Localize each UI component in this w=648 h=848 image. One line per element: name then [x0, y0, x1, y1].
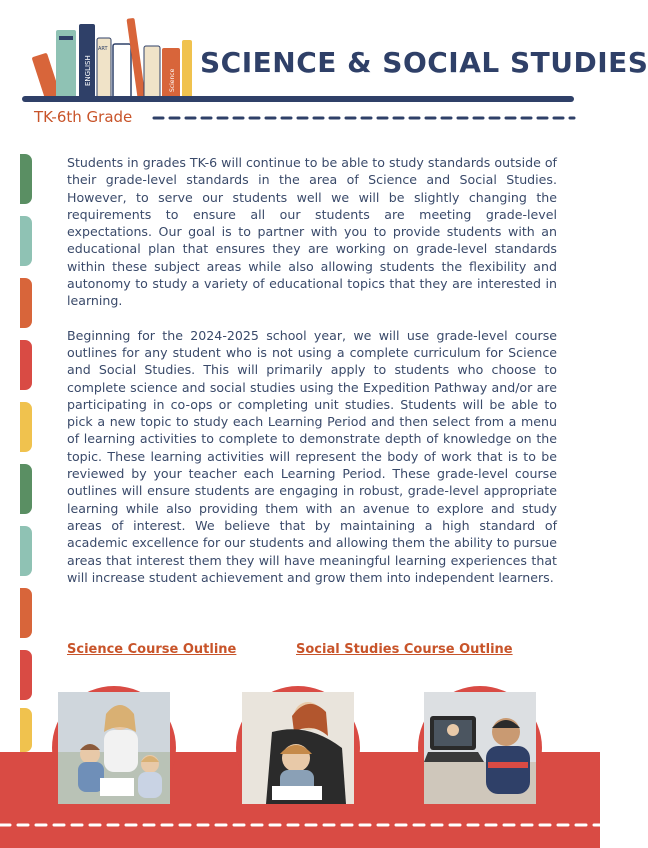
- science-course-outline-link[interactable]: Science Course Outline: [67, 642, 237, 657]
- details-paragraph: Beginning for the 2024-2025 school year, we will use grade-level course outlines for any student who is not using a complete curriculum for Science and Social Studies. This will primarily apply to students who choose to complete science and social studies using the Expedition Pathway and/or are participating in co-ops or completing unit studies. Students will be able to pick a new topic to study each Learning Period and then select from a menu of learning activities to complete to demonstrate depth of knowledge on the topic. These learning activities will represent the body of work that is to be reviewed by your teacher each Learning Period. These grade-level course outlines will ensure students are engaging in robust, grade-level appropriate learning while also providing them with an avenue to explore and study areas of interest. We believe that by maintaining a high standard of academic excellence for our students and allowing them the ability to pursue areas that interest them they will have meaningful learning experiences that will increase student achievement and grow them into independent learners.: [67, 327, 557, 585]
- book-spine-english: ENGLISH: [84, 55, 92, 86]
- grade-label: TK-6th Grade: [34, 108, 133, 126]
- side-tab-yellow: [20, 402, 32, 452]
- shelf-divider: [22, 96, 574, 102]
- dashed-divider: [154, 116, 574, 120]
- footer-dashed-line: [0, 822, 600, 828]
- side-tab-green: [20, 464, 32, 514]
- side-tab-yellow: [20, 708, 32, 752]
- social-studies-course-outline-link[interactable]: Social Studies Course Outline: [296, 642, 513, 657]
- side-tab-teal: [20, 216, 32, 266]
- book-spine-science: Science: [169, 68, 176, 92]
- side-tab-red: [20, 650, 32, 700]
- photo-teacher-with-students: [52, 686, 176, 810]
- intro-paragraph: Students in grades TK-6 will continue to be able to study standards outside of their grade-level standards in the area of Science and Social Studies. However, to serve our students well we will be slightly changing the requirements to ensure all our students are meeting grade-level expectations. Our goal is to partner with you to provide students with an educational plan that ensures they are working on grade-level standards within these subject areas while also allowing students the flexibility and autonomy to study a variety of educational topics that they are interested in learning.: [67, 155, 557, 309]
- side-tab-teal: [20, 526, 32, 576]
- side-tab-green: [20, 154, 32, 204]
- side-tab-orange: [20, 278, 32, 328]
- body-text: [67, 154, 557, 603]
- photo-parent-with-child: [236, 686, 360, 810]
- photo-student-at-laptop: [418, 686, 542, 810]
- page-title: SCIENCE & SOCIAL STUDIES: [200, 46, 648, 79]
- side-tab-red: [20, 340, 32, 390]
- books-illustration: [34, 14, 194, 98]
- side-tab-orange: [20, 588, 32, 638]
- book-spine-art: ART: [98, 46, 108, 52]
